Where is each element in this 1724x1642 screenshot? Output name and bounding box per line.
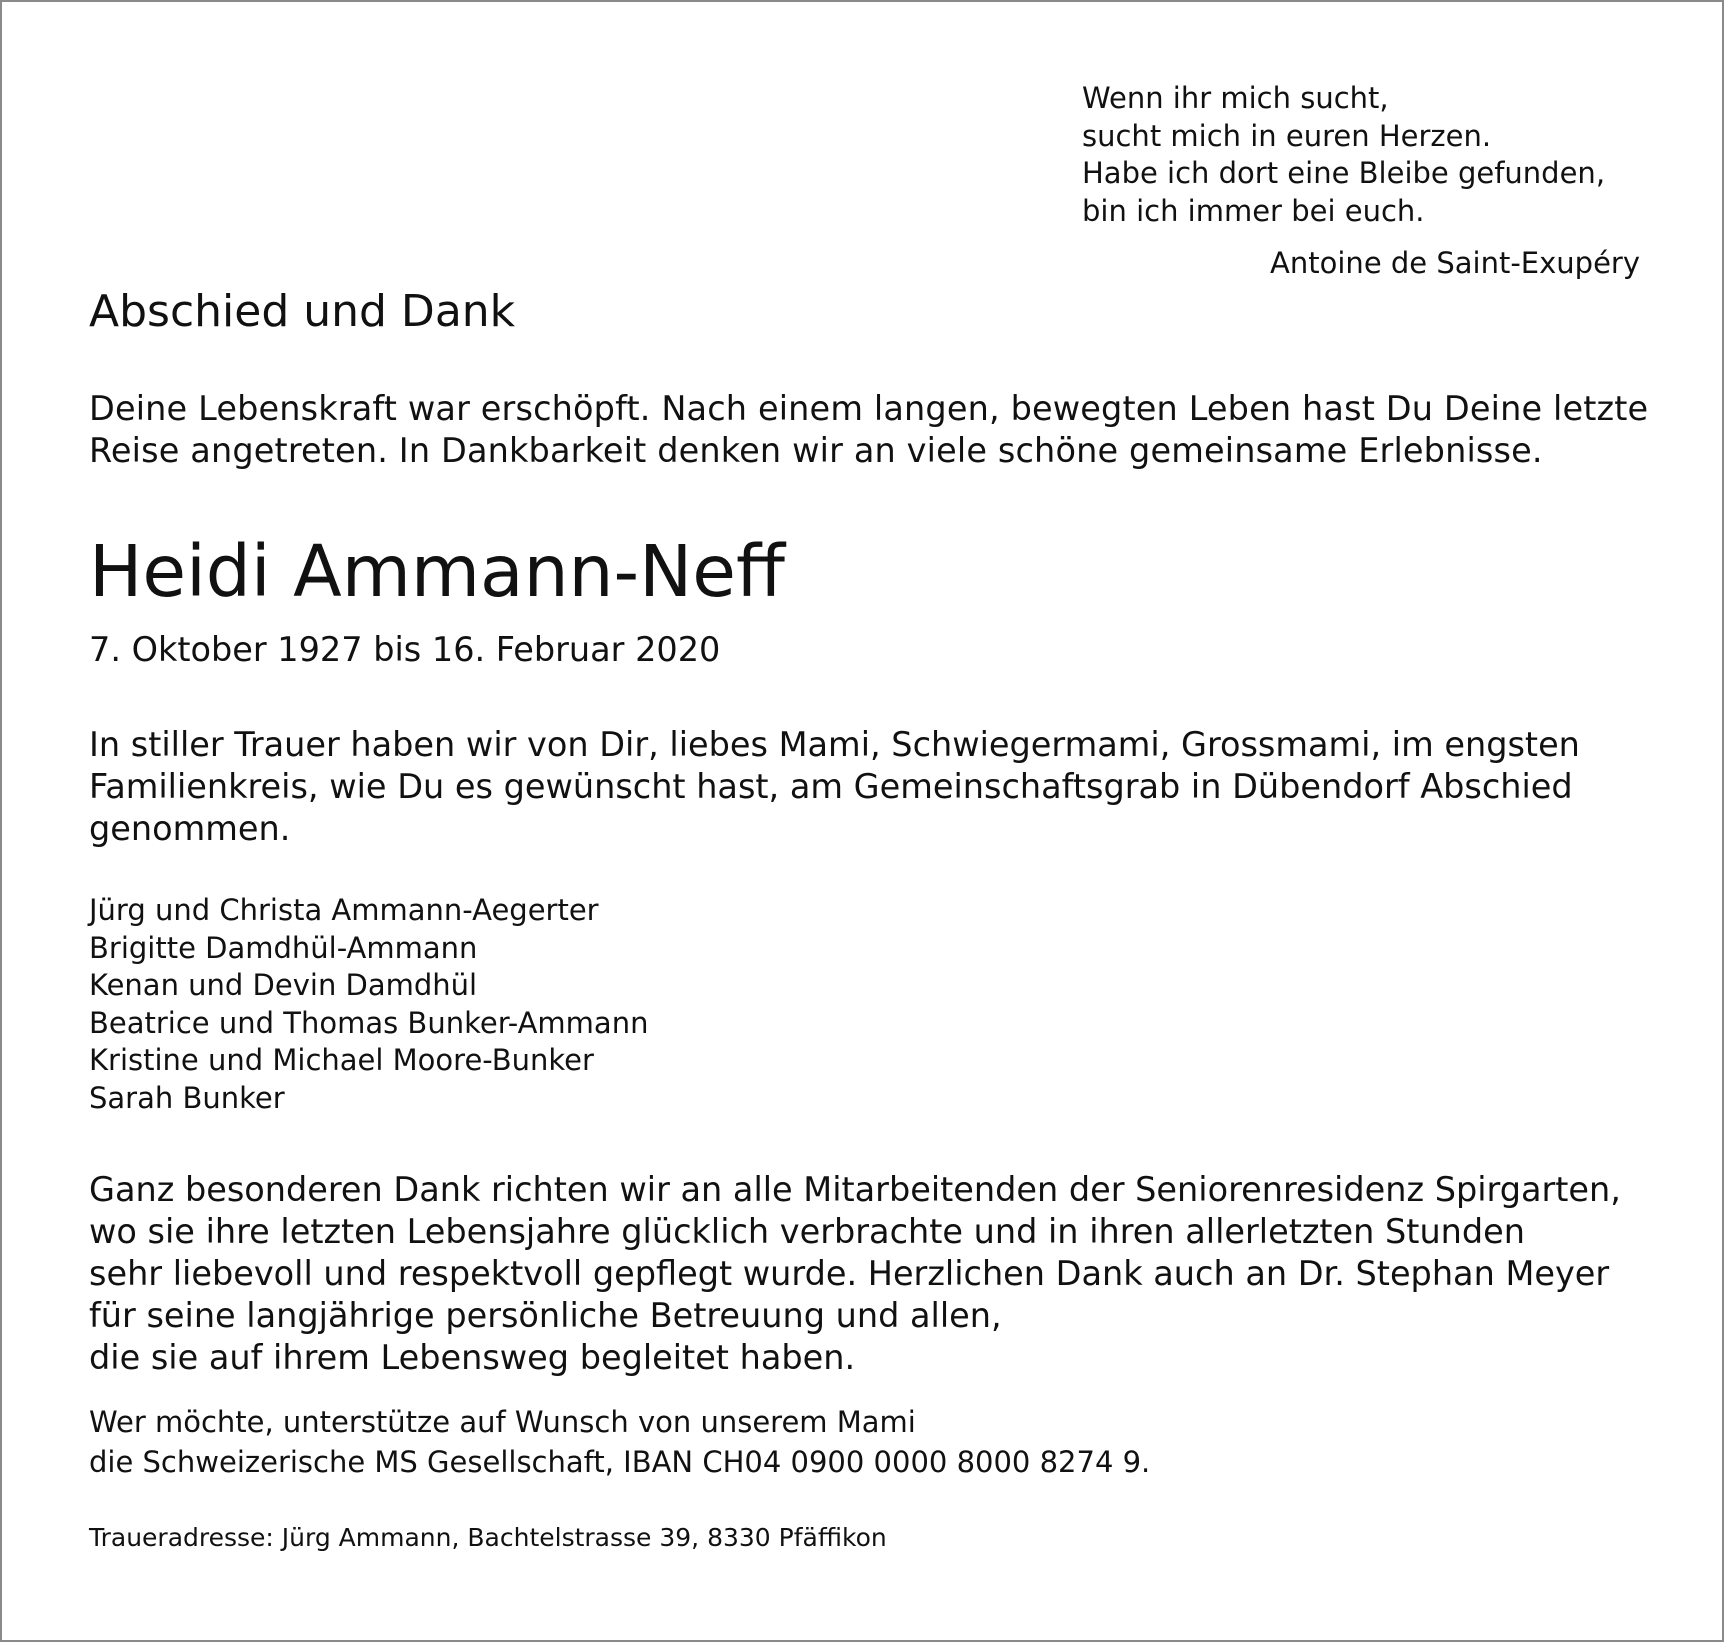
thanks-line: Ganz besonderen Dank richten wir an alle Mitarbeitenden der Seniorenresidenz Spirgarten, [89, 1170, 1621, 1209]
thanks-line: für seine langjährige persönliche Betreuung und allen, [89, 1296, 1002, 1335]
mourner-entry: Jürg und Christa Ammann-Aegerter [89, 893, 599, 927]
donation-line: Wer möchte, unterstütze auf Wunsch von unserem Mami [89, 1405, 916, 1439]
mourners-list [89, 892, 648, 1117]
poem-line: Wenn ihr mich sucht, [1082, 81, 1389, 115]
deceased-name: Heidi Ammann-Neff [89, 530, 785, 613]
mourning-address: Traueradresse: Jürg Ammann, Bachtelstrasse 39, 8330 Pfäffikon [89, 1523, 887, 1552]
mourning-line: Familienkreis, wie Du es gewünscht hast, am Gemeinschaftsgrab in Dübendorf Abschied [89, 767, 1573, 806]
thanks-line: sehr liebevoll und respektvoll gepflegt wurde. Herzlichen Dank auch an Dr. Stephan Meyer [89, 1254, 1610, 1293]
page-heading: Abschied und Dank [89, 286, 516, 337]
poem-line: Habe ich dort eine Bleibe gefunden, [1082, 156, 1606, 190]
donation-line: die Schweizerische MS Gesellschaft, IBAN CH04 0900 0000 8000 8274 9. [89, 1445, 1151, 1479]
poem-quote [1082, 80, 1605, 230]
thanks-paragraph [89, 1169, 1621, 1379]
life-dates: 7. Oktober 1927 bis 16. Februar 2020 [89, 630, 721, 669]
mourning-paragraph [89, 724, 1580, 850]
mourner-entry: Sarah Bunker [89, 1080, 285, 1115]
poem-author: Antoine de Saint-Exupéry [1270, 246, 1640, 280]
poem-line: bin ich immer bei euch. [1082, 193, 1425, 228]
mourner-entry: Beatrice und Thomas Bunker-Ammann [89, 1005, 649, 1040]
mourner-entry: Brigitte Damdhül-Ammann [89, 930, 478, 965]
thanks-line: wo sie ihre letzten Lebensjahre glücklich verbrachte und in ihren allerletzten Stunden [89, 1212, 1526, 1251]
intro-line: Reise angetreten. In Dankbarkeit denken wir an viele schöne gemeinsame Erlebnisse. [89, 431, 1543, 470]
mourning-line: In stiller Trauer haben wir von Dir, liebes Mami, Schwiegermami, Grossmami, im engsten [89, 725, 1580, 764]
mourner-entry: Kristine und Michael Moore-Bunker [89, 1043, 594, 1077]
donation-note [89, 1402, 1150, 1482]
poem-line: sucht mich in euren Herzen. [1082, 118, 1492, 153]
mourner-entry: Kenan und Devin Damdhül [89, 968, 478, 1002]
thanks-line: die sie auf ihrem Lebensweg begleitet haben. [89, 1338, 856, 1377]
intro-paragraph [89, 388, 1648, 472]
intro-line: Deine Lebenskraft war erschöpft. Nach einem langen, bewegten Leben hast Du Deine letzte [89, 389, 1649, 428]
mourning-line: genommen. [89, 809, 291, 848]
